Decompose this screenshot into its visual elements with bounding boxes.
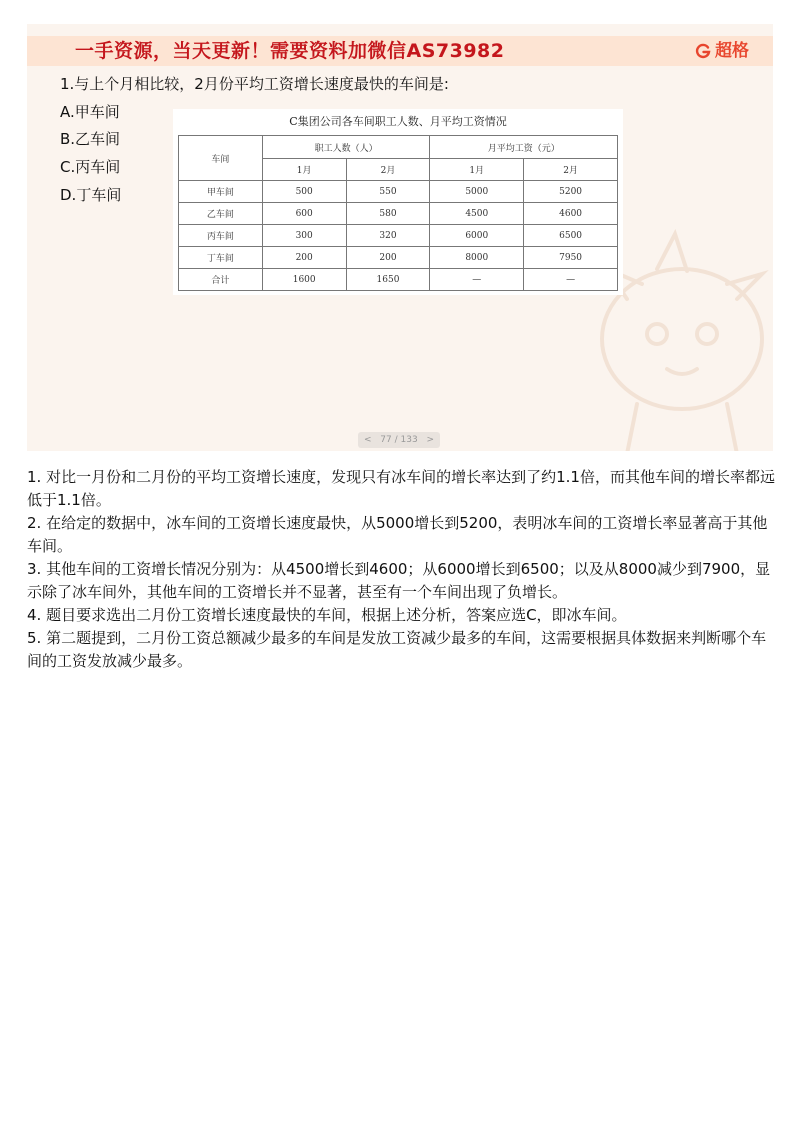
table-row [179,203,618,225]
table-cell: 550 [346,181,430,203]
next-page-button[interactable]: > [426,435,434,445]
page-pager [358,432,440,448]
salary-table-image [173,109,623,295]
explanation-text [27,466,775,673]
question-stem: 1.与上个月相比较，2月份平均工资增长速度最快的车间是: [60,75,449,93]
table-cell: 丁车间 [179,247,263,269]
brand-logo [695,36,749,66]
table-cell: 5200 [524,181,618,203]
table-cell: 乙车间 [179,203,263,225]
table-row [179,269,618,291]
salary-table [178,135,618,291]
explanation-line: 5. 第二题提到，二月份工资总额减少最多的车间是发放工资减少最多的车间，这需要根据具体数据来判断哪个车间的工资发放减少最多。 [27,629,767,670]
explanation-line: 2. 在给定的数据中，冰车间的工资增长速度最快，从5000增长到5200，表明冰车间的工资增长率显著高于其他车间。 [27,514,768,555]
table-cell: — [524,269,618,291]
table-cell: 200 [262,247,346,269]
table-cell: 320 [346,225,430,247]
table-cell: 合计 [179,269,263,291]
table-row [179,225,618,247]
explanation-line: 1. 对比一月份和二月份的平均工资增长速度，发现只有冰车间的增长率达到了约1.1倍，而其他车间的增长率都远低于1.1倍。 [27,468,775,509]
subheader: 2月 [524,159,618,181]
table-cell: 200 [346,247,430,269]
explanation-line: 4. 题目要求选出二月份工资增长速度最快的车间，根据上述分析，答案应选C，即冰车间。 [27,606,627,624]
table-row [179,247,618,269]
screenshot-panel [27,24,773,451]
page-indicator: 77 / 133 [380,435,418,445]
explanation-line: 3. 其他车间的工资增长情况分别为：从4500增长到4600；从6000增长到6500；以及从8000减少到7900，显示除了冰车间外，其他车间的工资增长并不显著，甚至有一个车间出现了负增长。 [27,560,771,601]
header-workshop: 车间 [179,136,263,181]
table-cell: 4500 [430,203,524,225]
subheader: 1月 [430,159,524,181]
promo-banner [27,36,773,66]
subheader: 1月 [262,159,346,181]
table-cell: 1600 [262,269,346,291]
table-cell: 丙车间 [179,225,263,247]
table-cell: 300 [262,225,346,247]
table-cell: — [430,269,524,291]
table-cell: 6500 [524,225,618,247]
logo-icon [695,43,711,59]
table-row [179,181,618,203]
table-cell: 8000 [430,247,524,269]
table-title: C集团公司各车间职工人数、月平均工资情况 [289,115,507,128]
banner-title: 一手资源，当天更新！需要资料加微信AS73982 [75,40,505,62]
table-cell: 580 [346,203,430,225]
table-cell: 7950 [524,247,618,269]
table-cell: 4600 [524,203,618,225]
option-c[interactable]: C.丙车间 [60,158,121,176]
header-salary: 月平均工资（元） [430,136,618,159]
option-a[interactable]: A.甲车间 [60,103,120,121]
table-cell: 1650 [346,269,430,291]
table-cell: 6000 [430,225,524,247]
header-workers: 职工人数（人） [262,136,430,159]
subheader: 2月 [346,159,430,181]
table-cell: 500 [262,181,346,203]
option-b[interactable]: B.乙车间 [60,130,121,148]
prev-page-button[interactable]: < [364,435,372,445]
option-d[interactable]: D.丁车间 [60,186,122,204]
logo-text: 超格 [715,41,749,61]
table-cell: 甲车间 [179,181,263,203]
table-cell: 5000 [430,181,524,203]
table-cell: 600 [262,203,346,225]
